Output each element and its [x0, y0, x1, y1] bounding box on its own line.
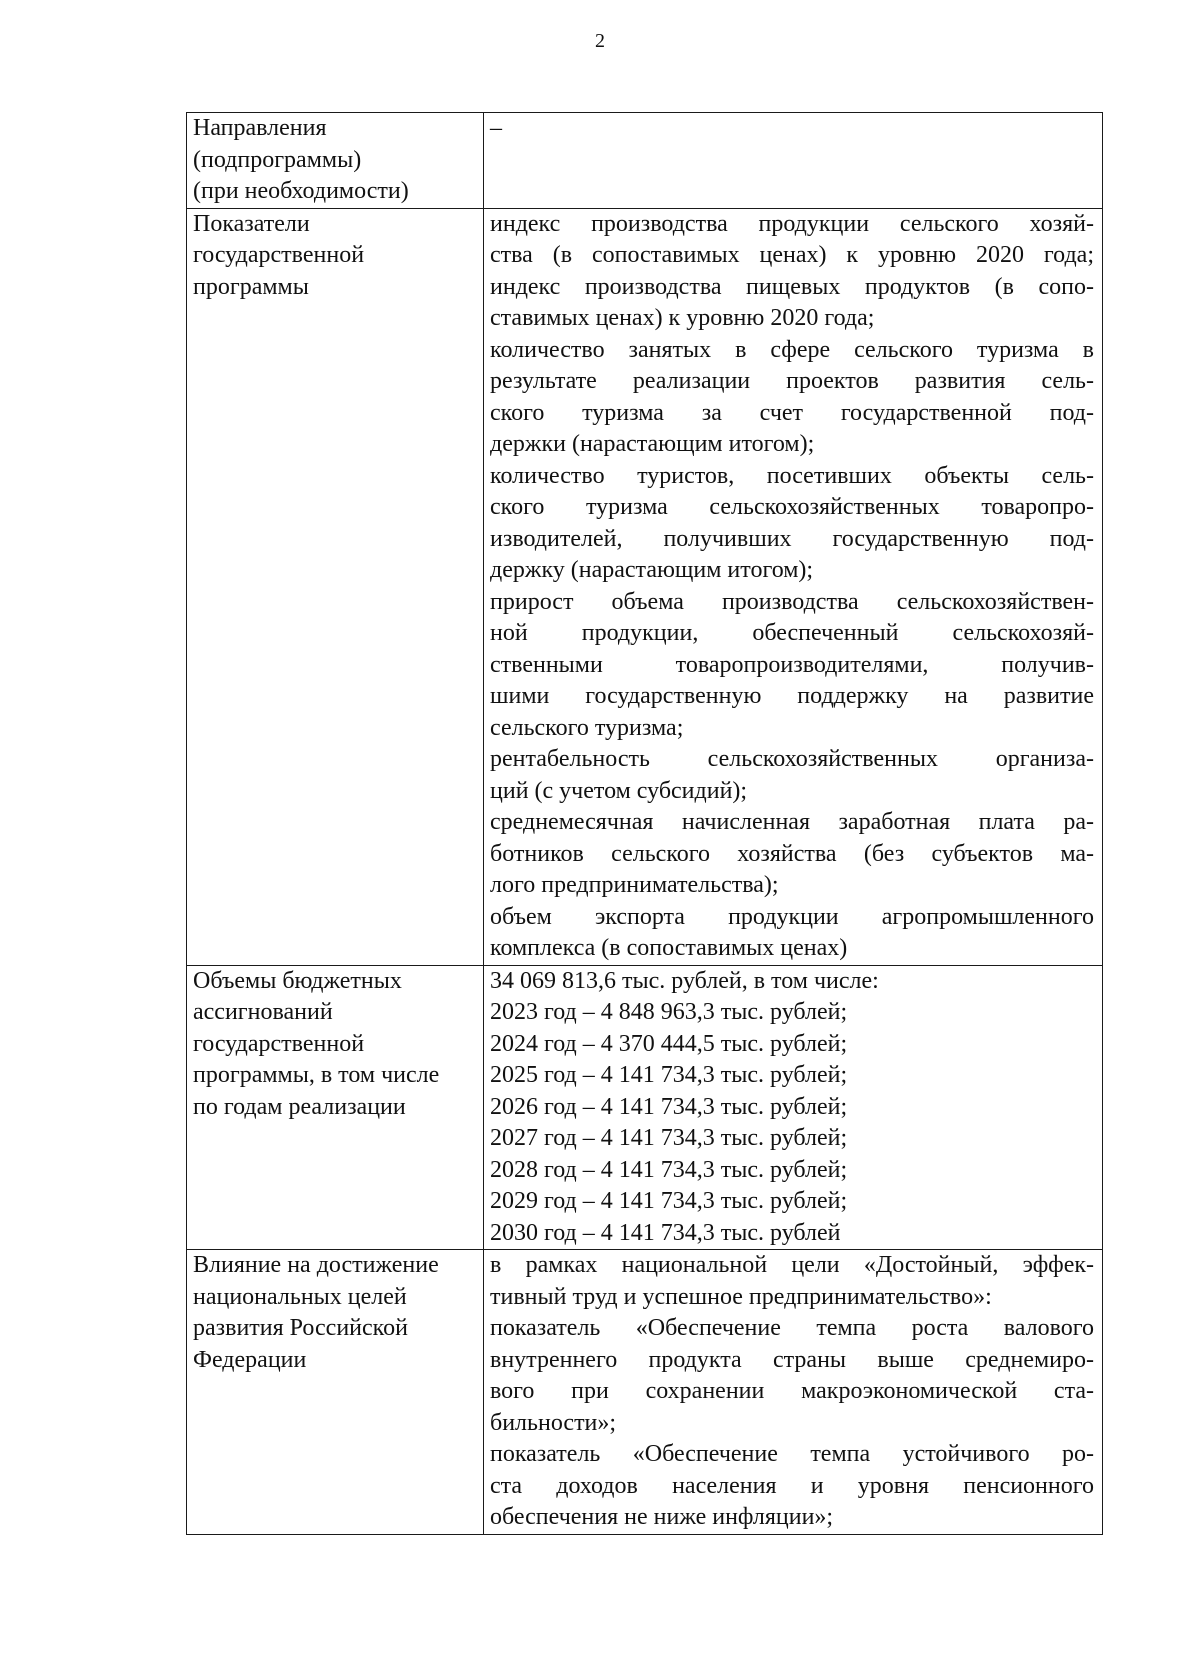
value-line: 2029 год – 4 141 734,3 тыс. рублей; [490, 1188, 848, 1214]
value-line: индекс производства пищевых продуктов (в сопо- [490, 273, 1094, 300]
value-line: среднемесячная начисленная заработная плата ра- [490, 809, 1094, 835]
row-value [484, 113, 1103, 209]
value-line: ций (с учетом субсидий); [490, 777, 748, 804]
row-label [187, 113, 484, 209]
value-line: 2028 год – 4 141 734,3 тыс. рублей; [490, 1156, 848, 1183]
label-line: развития Российской [193, 1315, 408, 1341]
row-value [484, 965, 1103, 1250]
value-line: – [490, 115, 502, 141]
row-label [187, 965, 484, 1250]
row-label [187, 1250, 484, 1535]
page-number: 2 [595, 30, 605, 52]
value-line: прирост объема производства сельскохозяйствен- [490, 588, 1094, 615]
value-line: 2027 год – 4 141 734,3 тыс. рублей; [490, 1125, 848, 1151]
value-line: показатель «Обеспечение темпа роста валового [490, 1315, 1094, 1341]
value-line: ства (в сопоставимых ценах) к уровню 2020 года; [490, 242, 1094, 268]
value-line: лого предпринимательства); [490, 872, 779, 898]
value-line: шими государственную поддержку на развитие [490, 683, 1094, 709]
value-line: ственными товаропроизводителями, получив- [490, 651, 1094, 678]
label-line: Влияние на достижение [193, 1252, 439, 1278]
program-passport-table [186, 112, 1103, 1535]
label-line: (подпрограммы) [193, 146, 362, 173]
value-line: ставимых ценах) к уровню 2020 года; [490, 305, 875, 331]
value-line: 2023 год – 4 848 963,3 тыс. рублей; [490, 999, 848, 1025]
table-row [187, 1250, 1103, 1535]
label-line: Показатели [193, 210, 310, 237]
value-line: показатель «Обеспечение темпа устойчивого ро- [490, 1441, 1094, 1467]
label-line: программы, в том числе [193, 1062, 440, 1088]
value-line: рентабельность сельскохозяйственных организа- [490, 746, 1094, 772]
row-value [484, 1250, 1103, 1535]
value-line: ста доходов населения и уровня пенсионного [490, 1472, 1094, 1499]
label-line: (при необходимости) [193, 178, 409, 204]
label-line: государственной [193, 242, 365, 268]
row-label [187, 208, 484, 965]
value-line: сельского туризма; [490, 714, 684, 741]
value-line: изводителей, получивших государственную под- [490, 525, 1094, 552]
label-line: программы [193, 273, 309, 300]
value-line: индекс производства продукции сельского хозяй- [490, 210, 1094, 237]
value-line: результате реализации проектов развития сель- [490, 368, 1094, 394]
label-line: государственной [193, 1030, 365, 1057]
label-line: национальных целей [193, 1283, 407, 1310]
value-line: 34 069 813,6 тыс. рублей, в том числе: [490, 967, 879, 994]
label-line: Объемы бюджетных [193, 967, 402, 994]
value-line: держку (нарастающим итогом); [490, 557, 814, 583]
table-row [187, 965, 1103, 1250]
value-line: держки (нарастающим итогом); [490, 431, 815, 457]
value-line: ботников сельского хозяйства (без субъектов ма- [490, 840, 1094, 867]
value-line: 2024 год – 4 370 444,5 тыс. рублей; [490, 1030, 848, 1057]
value-line: ского туризма за счет государственной под- [490, 399, 1094, 426]
value-line: 2025 год – 4 141 734,3 тыс. рублей; [490, 1062, 848, 1088]
value-line: внутреннего продукта страны выше среднемиро- [490, 1346, 1094, 1373]
table-row [187, 208, 1103, 965]
table-row [187, 113, 1103, 209]
label-line: ассигнований [193, 999, 333, 1025]
value-line: ского туризма сельскохозяйственных товаропро- [490, 494, 1094, 520]
value-line: 2026 год – 4 141 734,3 тыс. рублей; [490, 1093, 848, 1120]
value-line: бильности»; [490, 1409, 617, 1436]
value-line: 2030 год – 4 141 734,3 тыс. рублей [490, 1219, 841, 1246]
value-line: объем экспорта продукции агропромышленного [490, 903, 1094, 930]
value-line: в рамках национальной цели «Достойный, эффек- [490, 1252, 1094, 1278]
value-line: ной продукции, обеспеченный сельскохозяй- [490, 620, 1094, 646]
label-line: Федерации [193, 1346, 307, 1373]
row-value [484, 208, 1103, 965]
value-line: комплекса (в сопоставимых ценах) [490, 935, 848, 961]
value-line: обеспечения не ниже инфляции»; [490, 1504, 834, 1530]
label-line: по годам реализации [193, 1093, 406, 1120]
value-line: тивный труд и успешное предпринимательство»: [490, 1283, 992, 1310]
value-line: вого при сохранении макроэкономической ста- [490, 1378, 1094, 1404]
label-line: Направления [193, 115, 327, 141]
value-line: количество занятых в сфере сельского туризма в [490, 336, 1094, 363]
value-line: количество туристов, посетивших объекты сель- [490, 462, 1094, 489]
